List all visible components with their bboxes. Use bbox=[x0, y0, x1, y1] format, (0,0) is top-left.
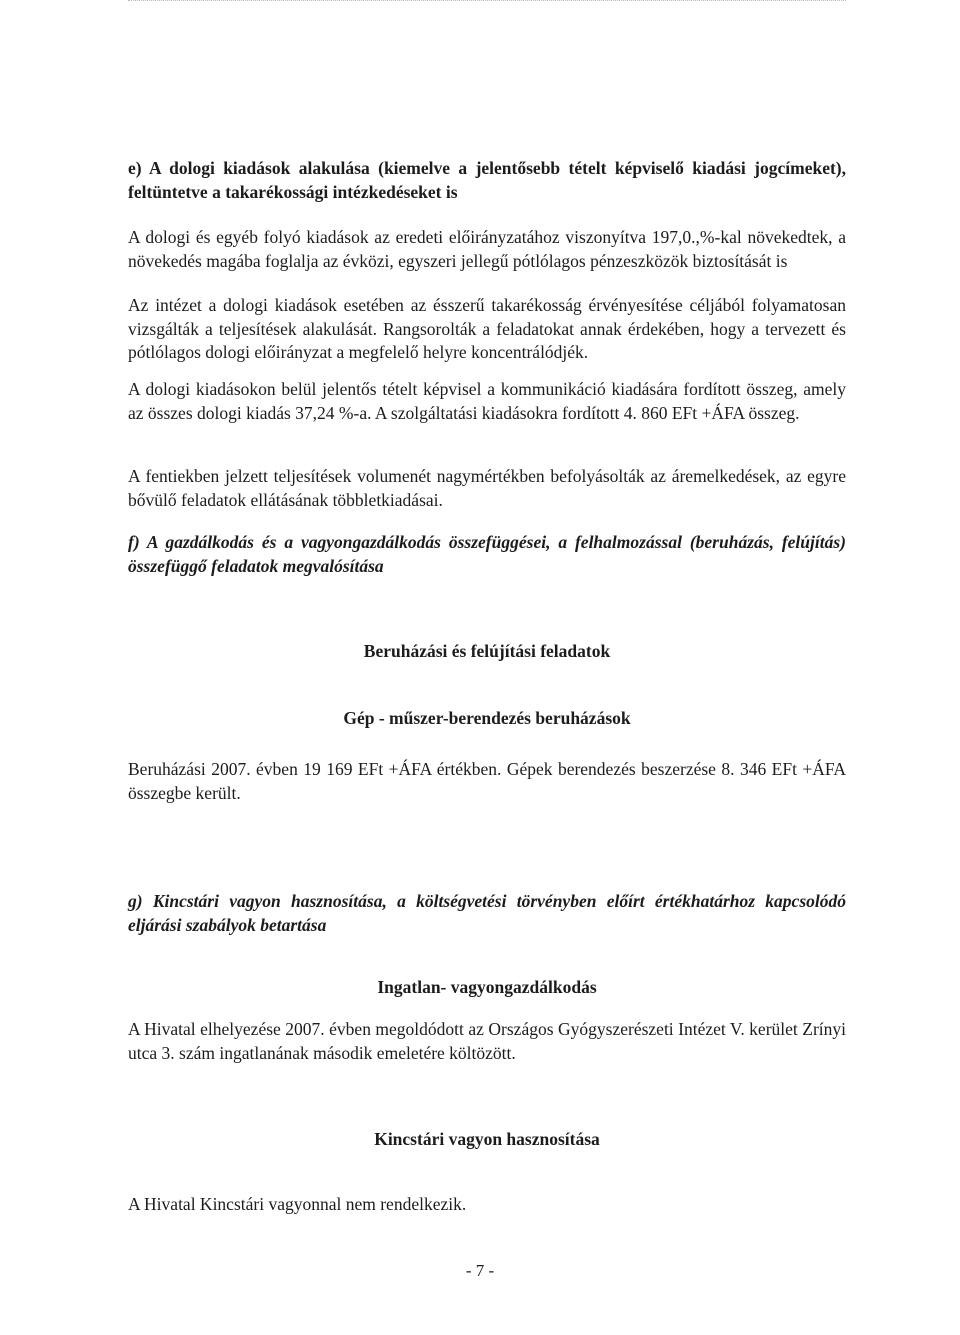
section-e-paragraph-4: A fentiekben jelzett teljesítések volumenét nagymértékben befolyásolták az áremelkedések, az egyre bővülő feladatok ellátásának többletkiadásai. bbox=[128, 466, 846, 510]
section-g-subheading-real-estate: Ingatlan- vagyongazdálkodás bbox=[377, 977, 597, 997]
section-g-paragraph-2: A Hivatal Kincstári vagyonnal nem rendelkezik. bbox=[128, 1194, 467, 1214]
section-e-heading: e) A dologi kiadások alakulása (kiemelve a jelentősebb tételt képviselő kiadási jogcímeket), feltüntetve a takarékossági intézkedéseket is bbox=[128, 158, 846, 202]
section-f-paragraph-1: Beruházási 2007. évben 19 169 EFt +ÁFA értékben. Gépek berendezés beszerzése 8. 346 EFt +ÁFA összegbe került. bbox=[128, 759, 846, 803]
section-g-paragraph-1: A Hivatal elhelyezése 2007. évben megoldódott az Országos Gyógyszerészeti Intézet V. kerület Zrínyi utca 3. szám ingatlanának második emeletére költözött. bbox=[128, 1019, 846, 1063]
section-f-subheading-investment: Beruházási és felújítási feladatok bbox=[363, 641, 611, 661]
top-cropped-text-line bbox=[128, 0, 846, 4]
section-g-heading: g) Kincstári vagyon hasznosítása, a költségvetési törvényben előírt értékhatárhoz kapcsolódó eljárási szabályok betartása bbox=[128, 891, 846, 935]
section-e-paragraph-2: Az intézet a dologi kiadások esetében az ésszerű takarékosság érvényesítése céljából folyamatosan vizsgálták a teljesítések alakulását. Rangsorolták a feladatokat annak érdekében, hogy a tervezett és pótlólagos dologi előirányzat a megfelelő helyre koncentrálódjék. bbox=[128, 295, 846, 362]
section-f-heading: f) A gazdálkodás és a vagyongazdálkodás összefüggései, a felhalmozással (beruházás, felújítás) összefüggő feladatok megvalósítása bbox=[128, 532, 846, 576]
section-e-paragraph-1: A dologi és egyéb folyó kiadások az eredeti előirányzatához viszonyítva 197,0.,%-kal növekedtek, a növekedés magába foglalja az évközi, egyszeri jellegű pótlólagos pénzeszközök biztosítását is bbox=[128, 227, 846, 271]
page-number: - 7 - bbox=[465, 1261, 495, 1280]
section-f-subheading-equipment: Gép - műszer-berendezés beruházások bbox=[343, 708, 631, 728]
section-e-paragraph-3: A dologi kiadásokon belül jelentős tételt képvisel a kommunikáció kiadására fordított összeg, amely az összes dologi kiadás 37,24 %-a. A szolgáltatási kiadásokra fordított 4. 860 EFt +ÁFA összeg. bbox=[128, 379, 846, 423]
section-g-subheading-treasury: Kincstári vagyon hasznosítása bbox=[374, 1129, 600, 1149]
